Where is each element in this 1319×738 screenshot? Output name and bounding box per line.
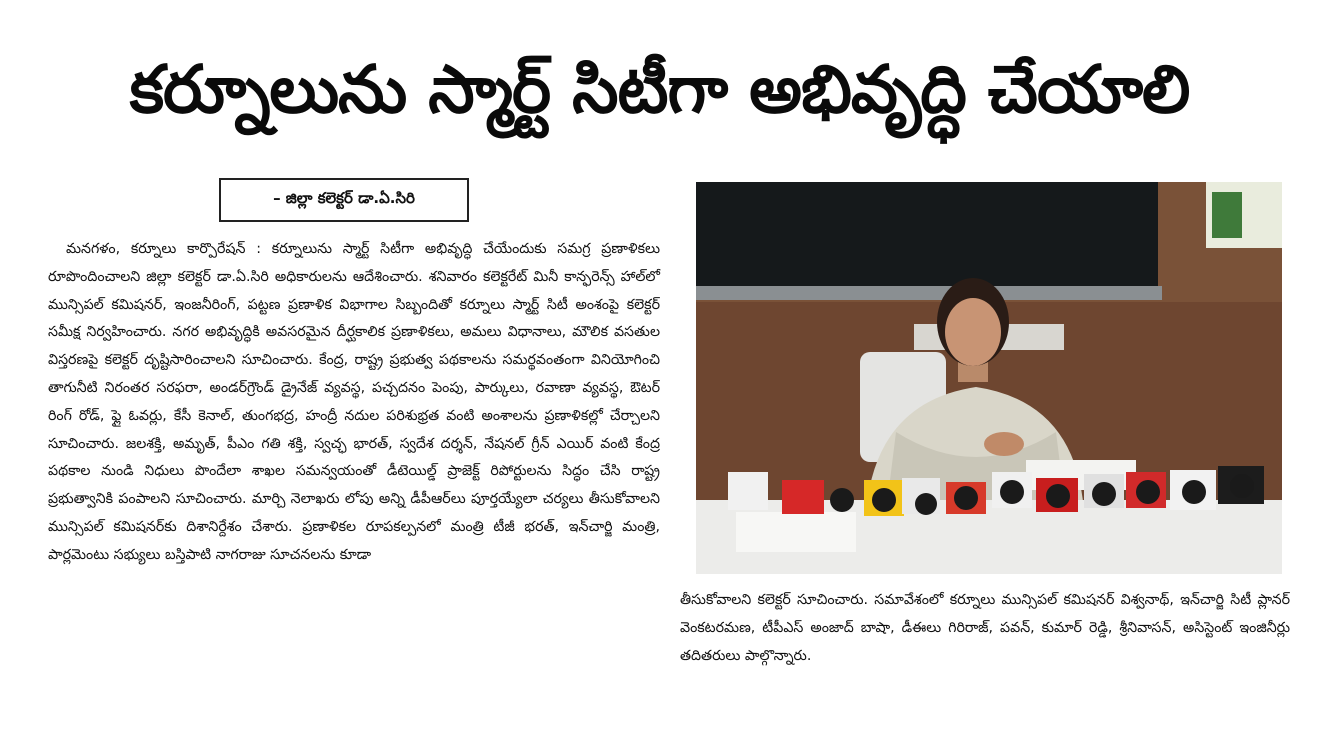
- article-body-left: మనగళం, కర్నూలు కార్పొరేషన్ : కర్నూలును స్మార్ట్ సిటీగా అభివృద్ధి చేయేందుకు సమగ్ర ప్రణాళికలు రూపొందించాలని జిల్లా కలెక్టర్ డా.ఏ.సిరి అధికారులను ఆదేశించారు. శనివారం కలెక్టరేట్ మినీ కాన్ఫరెన్స్ హాల్‌లో మున్సిపల్ కమిషనర్, ఇంజనీరింగ్, పట్టణ ప్రణాళిక విభాగాల సిబ్బందితో కర్నూలు స్మార్ట్ సిటీ అంశంపై కలెక్టర్ సమీక్ష నిర్వహించారు. నగర అభివృద్ధికి అవసరమైన దీర్ఘకాలిక ప్రణాళికలు, అమలు విధానాలు, మౌలిక వసతుల విస్తరణపై కలెక్టర్ దృష్టిసారించాలని సూచించారు. కేంద్ర, రాష్ట్ర ప్రభుత్వ పథకాలను సమర్థవంతంగా వినియోగించి తాగునీటి నిరంతర సరఫరా, అండర్‌గ్రౌండ్ డ్రైనేజ్ వ్యవస్థ, పచ్చదనం పెంపు, పార్కులు, రవాణా వ్యవస్థ, ఔటర్ రింగ్ రోడ్, ఫ్లై ఓవర్లు, కేసీ కెనాల్, తుంగభద్ర, హంద్రీ నదుల పరిశుభ్రత వంటి అంశాలను ప్రణాళికల్లో చేర్చాలని సూచించారు. జలశక్తి, అమృత్, పీఎం గతి శక్తి, స్వచ్ఛ భారత్, స్వదేశ దర్శన్, నేషనల్ గ్రీన్ ఎయిర్ వంటి కేంద్ర పథకాల నుండి నిధులు పొందేలా శాఖల సమన్వయంతో డీటెయిల్డ్ ప్రాజెక్ట్ రిపోర్టులను సిద్ధం చేసి రాష్ట్ర ప్రభుత్వానికి పంపాలని సూచించారు. మార్చి నెలాఖరు లోపు అన్ని డీపీఆర్‌లు పూర్తయ్యేలా చర్యలు తీసుకోవాలని మున్సిపల్ కమిషనర్‌కు దిశానిర్దేశం చేశారు. ప్రణాళికల రూపకల్పనలో మంత్రి టీజీ భరత్, ఇన్‌చార్జి మంత్రి, పార్లమెంటు సభ్యులు బస్తిపాటి నాగరాజు సూచనలను కూడా: [48, 241, 660, 563]
- headline: కర్నూలును స్మార్ట్ సిటీగా అభివృద్ధి చేయాలి: [129, 51, 1190, 128]
- byline-text: – జిల్లా కలెక్టర్ డా.ఏ.సిరి: [273, 189, 415, 207]
- byline-box: [219, 178, 469, 222]
- press-conference-photo: [696, 182, 1282, 574]
- article-body-right: తీసుకోవాలని కలెక్టర్ సూచించారు. సమావేశంలో కర్నూలు మున్సిపల్ కమిషనర్ విశ్వనాథ్, ఇన్‌చార్జి సిటీ ప్లానర్ వెంకటరమణ, టీపీఎస్ అంజాద్ బాషా, డీఈలు గిరిరాజ్, పవన్, కుమార్ రెడ్డి, శ్రీనివాసన్, అసిస్టెంట్ ఇంజినీర్లు తదితరులు పాల్గొన్నారు.: [680, 592, 1290, 664]
- photo-illustration: [696, 182, 1282, 574]
